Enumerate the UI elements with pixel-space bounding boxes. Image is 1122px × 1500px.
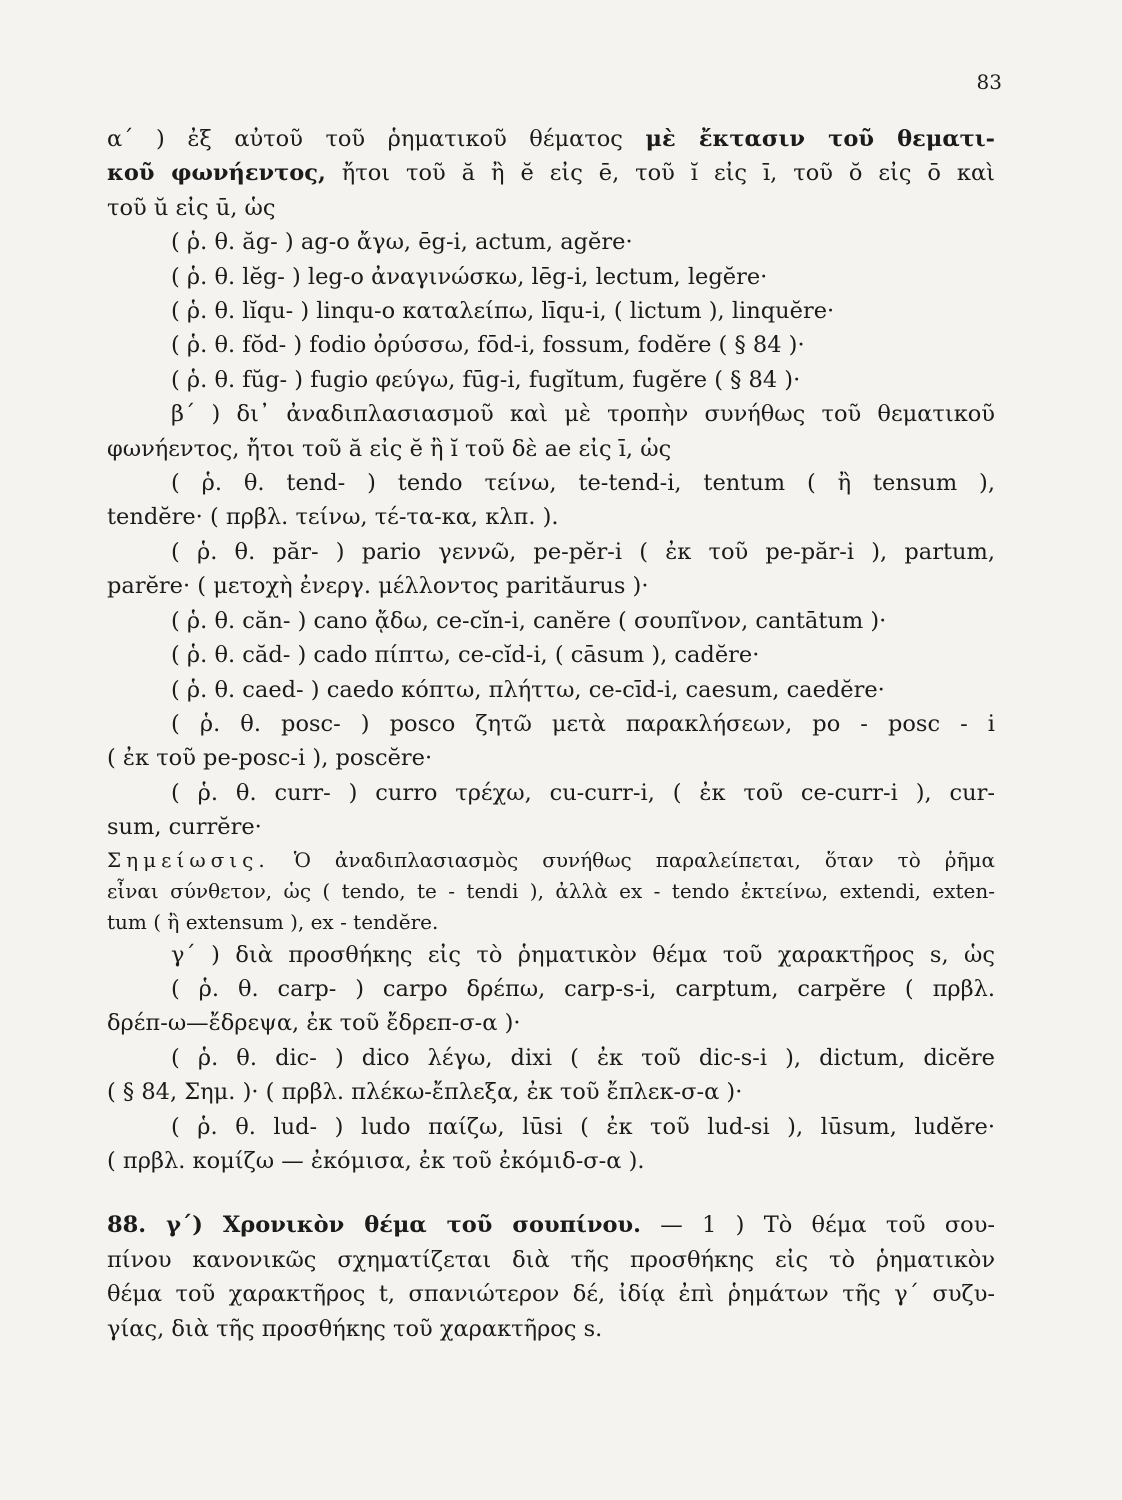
section-heading: 88. γ΄) Χρονικὸν θέμα τοῦ σουπίνου.	[107, 1212, 641, 1239]
remark-label: Σημείωσις.	[107, 847, 270, 872]
example-line: ( ῥ. θ. fŏd- ) fodio ὀρύσσω, fōd-i, fossum, fodĕre ( § 84 )·	[171, 332, 805, 359]
text-line: θέμα τοῦ χαρακτῆρος t, σπανιώτερον δέ, ἰδίᾳ ἐπὶ ῥημάτων τῆς γ΄ συζυ-	[107, 1281, 995, 1308]
example-line: ( ῥ. θ. fŭg- ) fugio φεύγω, fūg-i, fugĭtum, fugĕre ( § 84 )·	[171, 366, 801, 393]
example-line: ( ῥ. θ. lĕg- ) leg-o ἀναγινώσκω, lēg-i, lectum, legĕre·	[171, 263, 768, 290]
remark-line: Σημείωσις. Ὁ ἀναδιπλασιασμὸς συνήθως παραλείπεται, ὅταν τὸ ῥῆμα	[107, 847, 996, 872]
text-line: πίνου κανονικῶς σχηματίζεται διὰ τῆς προσθήκης εἰς τὸ ῥηματικὸν	[107, 1246, 995, 1273]
text-line: α΄ ) ἐξ αὐτοῦ τοῦ ῥηματικοῦ θέματος μὲ ἔκτασιν τοῦ θεματι-	[107, 126, 996, 152]
example-line: ( ῥ. θ. dic- ) dico λέγω, dixi ( ἐκ τοῦ dic-s-i ), dictum, dicĕre	[171, 1044, 995, 1071]
example-line: ( ῥ. θ. păr- ) pario γεννῶ, pe-pĕr-i ( ἐκ τοῦ pe-păr-i ), partum,	[171, 538, 995, 565]
section-heading-line: 88. γ΄) Χρονικὸν θέμα τοῦ σουπίνου. — 1 ) Τὸ θέμα τοῦ σου-	[107, 1212, 996, 1239]
example-line: ( ῥ. θ. căd- ) cado πίπτω, ce-cĭd-i, ( cāsum ), cadĕre·	[171, 642, 760, 669]
page-number: 83	[976, 70, 1002, 94]
example-line: ( ῥ. θ. ăg- ) ag-o ἄγω, ēg-i, actum, agĕre·	[171, 229, 633, 256]
text-line: γ΄ ) διὰ προσθήκης εἰς τὸ ῥηματικὸν θέμα τοῦ χαρακτῆρος s, ὡς	[171, 941, 995, 968]
example-line: ( ῥ. θ. tend- ) tendo τείνω, te-tend-i, tentum ( ἢ tensum ),	[171, 470, 995, 497]
example-line: ( § 84, Σημ. )· ( πρβλ. πλέκω-ἔπλεξα, ἐκ τοῦ ἔπλεκ-σ-α )·	[107, 1079, 743, 1106]
example-line: ( πρβλ. κομίζω — ἐκόμισα, ἐκ τοῦ ἐκόμιδ-σ-α ).	[107, 1147, 645, 1174]
example-line: δρέπ-ω—ἔδρεψα, ἐκ τοῦ ἔδρεπ-σ-α )·	[107, 1010, 521, 1037]
page-body	[107, 122, 995, 1346]
text-line: φωνήεντος, ἤτοι τοῦ ă εἰς ĕ ἢ ĭ τοῦ δὲ ae εἰς ī, ὡς	[107, 435, 672, 462]
example-line: ( ῥ. θ. posc- ) posco ζητῶ μετὰ παρακλήσεων, po - posc - i	[171, 710, 995, 737]
example-line: ( ῥ. θ. lud- ) ludo παίζω, lūsi ( ἐκ τοῦ lud-si ), lūsum, ludĕre·	[171, 1113, 995, 1140]
example-line: ( ῥ. θ. caed- ) caedo κόπτω, πλήττω, ce-cīd-i, caesum, caedĕre·	[171, 676, 885, 703]
remark-line: tum ( ἢ extensum ), ex - tendĕre.	[107, 909, 439, 934]
text-line: β΄ ) δι᾽ ἀναδιπλασιασμοῦ καὶ μὲ τροπὴν συνήθως τοῦ θεματικοῦ	[171, 401, 995, 428]
example-line: ( ῥ. θ. căn- ) cano ᾄδω, ce-cĭn-i, canĕre ( σουπῖνον, cantātum )·	[171, 607, 887, 634]
example-line: tendĕre· ( πρβλ. τείνω, τέ-τα-κα, κλπ. ).	[107, 504, 559, 531]
example-line: ( ἐκ τοῦ pe-posc-i ), poscĕre·	[107, 745, 433, 772]
example-line: parĕre· ( μετοχὴ ἐνεργ. μέλλοντος parităurus )·	[107, 573, 649, 600]
example-line: ( ῥ. θ. curr- ) curro τρέχω, cu-curr-i, ( ἐκ τοῦ ce-curr-i ), cur-	[171, 779, 995, 806]
text-line: κοῦ φωνήεντος, ἤτοι τοῦ ă ἢ ĕ εἰς ē, τοῦ ĭ εἰς ī, τοῦ ŏ εἰς ō καὶ	[107, 160, 995, 187]
example-line: sum, currĕre·	[107, 814, 262, 841]
remark-line: εἶναι σύνθετον, ὡς ( tendo, te - tendi ), ἀλλὰ ex - tendo ἐκτείνω, extendi, exten-	[107, 878, 995, 903]
example-line: ( ῥ. θ. carp- ) carpo δρέπω, carp-s-i, carptum, carpĕre ( πρβλ.	[171, 975, 995, 1002]
text-line: τοῦ ŭ εἰς ū, ὡς	[107, 194, 276, 221]
text-line: γίας, διὰ τῆς προσθήκης τοῦ χαρακτῆρος s.	[107, 1315, 603, 1342]
example-line: ( ῥ. θ. lĭqu- ) linqu-o καταλείπω, līqu-i, ( lictum ), linquĕre·	[171, 298, 835, 325]
